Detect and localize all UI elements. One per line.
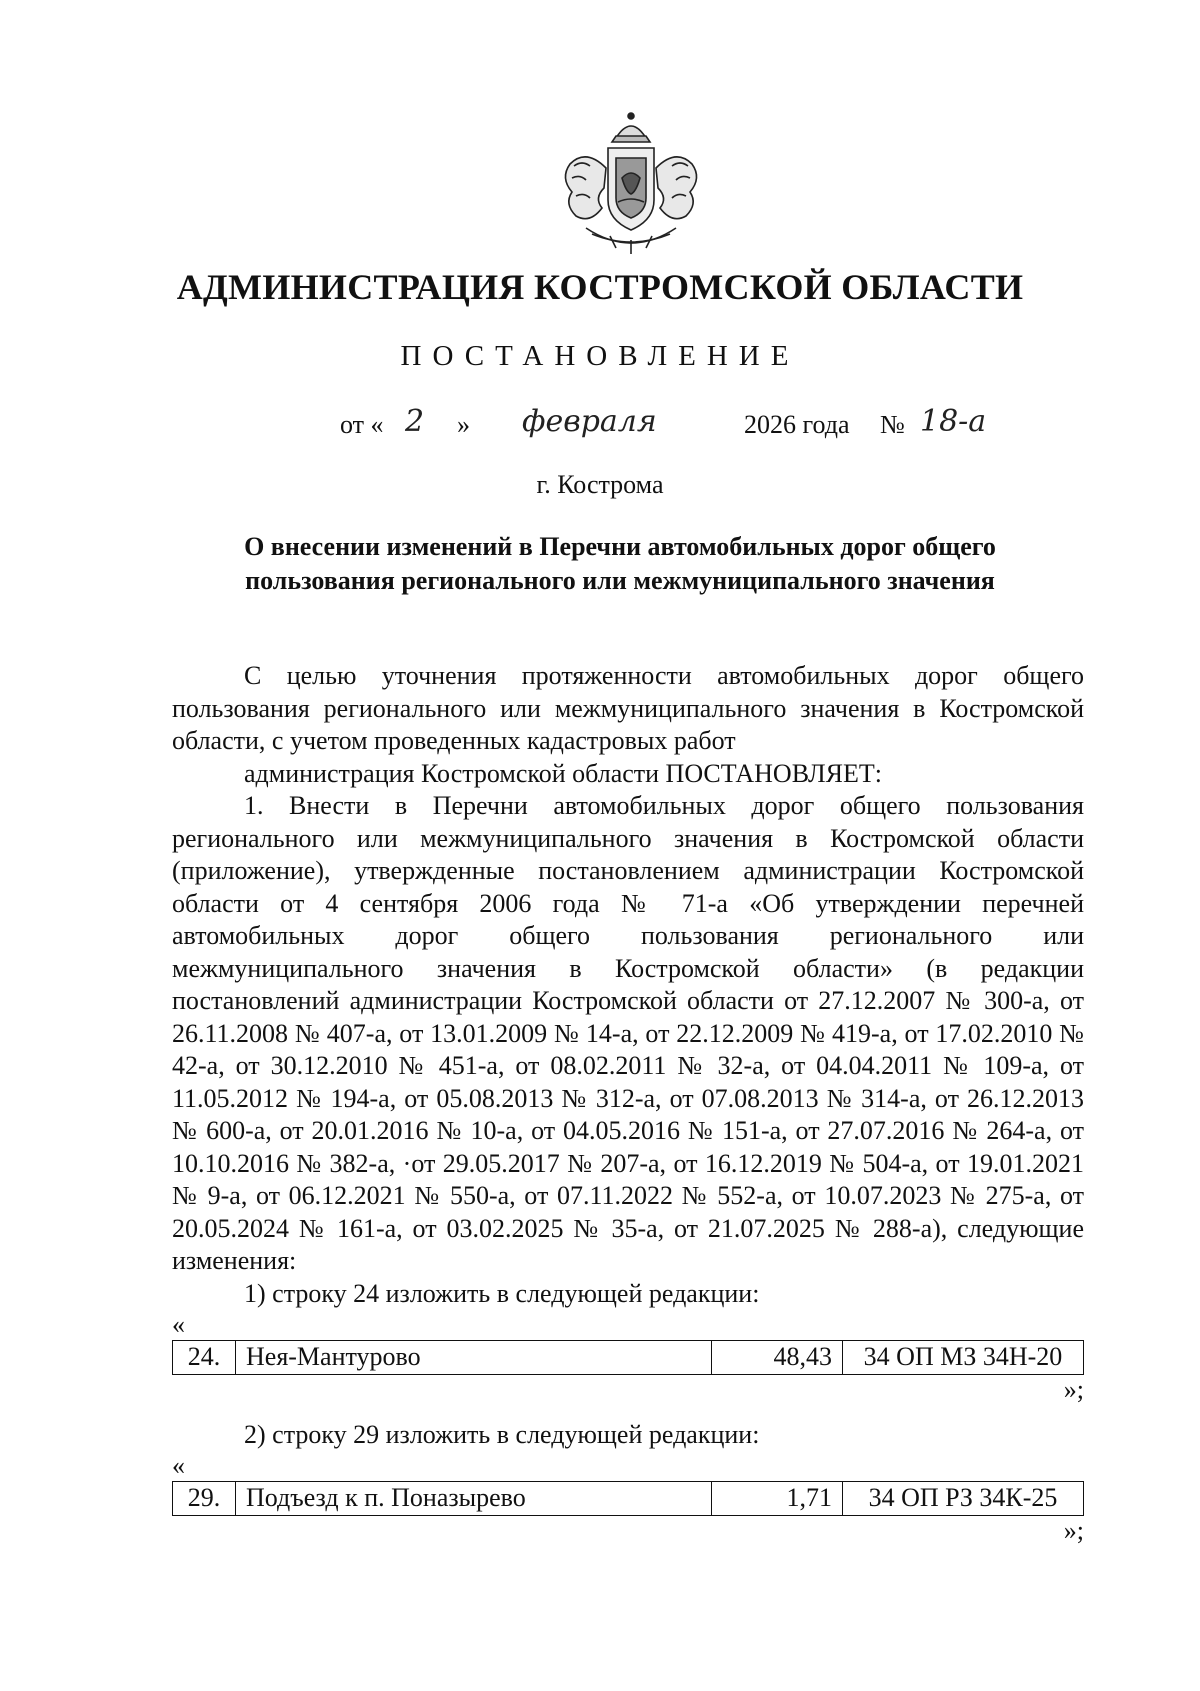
road-row-table	[172, 1340, 1084, 1375]
open-quote: «	[172, 1451, 185, 1480]
date-close-quote: »	[457, 410, 470, 439]
change-intro: 2) строку 29 изложить в следующей редакции:	[244, 1419, 760, 1449]
close-quote: »;	[1063, 1515, 1084, 1545]
decree-number: 18-а	[920, 404, 987, 439]
road-id: 34 ОП МЗ 34Н-20	[843, 1341, 1084, 1375]
road-name: Нея-Мантурово	[236, 1341, 712, 1375]
paragraph-resolves: администрация Костромской области ПОСТАНОВЛЯЕТ:	[244, 758, 883, 788]
number-label: №	[880, 410, 905, 439]
paragraph-item-1: 1. Внести в Перечни автомобильных дорог общего пользования регионального или межмуниципального значения в Костромской области (приложение), утвержденные постановлением администрации Костромской области от 4 сентября 2006 года № 71-а «Об утверждении перечней автомобильных дорог общего пользования регионального или межмуниципального значения в Костромской области» (в редакции постановлений администрации Костромской области от 27.12.2007 № 300-а, от 26.11.2008 № 407-а, от 13.01.2009 № 14-а, от 22.12.2009 № 419-а, от 17.02.2010 № 42-а, от 30.12.2010 № 451-а, от 08.02.2011 № 32-а, от 04.04.2011 № 109-а, от 11.05.2012 № 194-а, от 05.08.2013 № 312-а, от 07.08.2013 № 314-а, от 26.12.2013 № 600-а, от 20.01.2016 № 10-а, от 04.05.2016 № 151-а, от 27.07.2016 № 264-а, от 10.10.2016 № 382-а, ·от 29.05.2017 № 207-а, от 16.12.2019 № 504-а, от 19.01.2021 № 9-а, от 06.12.2021 № 550-а, от 07.11.2022 № 552-а, от 10.07.2023 № 275-а, от 20.05.2024 № 161-а, от 03.02.2025 № 35-а, от 21.07.2025 № 288-а), следующие изменения:	[172, 791, 1084, 1275]
table-row	[173, 1482, 1084, 1516]
road-length: 1,71	[712, 1482, 843, 1516]
road-name: Подъезд к п. Поназырево	[236, 1482, 712, 1516]
table-row	[173, 1341, 1084, 1375]
paragraph-purpose: С целью уточнения протяженности автомобильных дорог общего пользования регионального или межмуниципального значения в Костромской области, с учетом проведенных кадастровых работ	[172, 661, 1084, 755]
road-length: 48,43	[712, 1341, 843, 1375]
date-year: 2026 года	[744, 410, 850, 439]
document-body	[172, 660, 1084, 1546]
row-number: 29.	[173, 1482, 236, 1516]
date-line	[0, 402, 1200, 452]
road-row-table	[172, 1481, 1084, 1516]
city: г. Кострома	[536, 470, 664, 499]
date-day: 2	[405, 404, 425, 439]
open-quote: «	[172, 1310, 185, 1339]
close-quote: »;	[1063, 1374, 1084, 1404]
row-number: 24.	[173, 1341, 236, 1375]
kostroma-coat-of-arms-icon	[546, 108, 716, 258]
change-intro: 1) строку 24 изложить в следующей редакции:	[244, 1278, 760, 1308]
date-prefix: от «	[340, 410, 384, 439]
document-subject: О внесении изменений в Перечни автомобильных дорог общего пользования регионального или межмуниципального значения	[244, 532, 996, 595]
organization-title: АДМИНИСТРАЦИЯ КОСТРОМСКОЙ ОБЛАСТИ	[176, 267, 1024, 307]
road-id: 34 ОП РЗ 34К-25	[843, 1482, 1084, 1516]
date-month: февраля	[522, 404, 657, 439]
document-type: ПОСТАНОВЛЕНИЕ	[400, 340, 800, 372]
